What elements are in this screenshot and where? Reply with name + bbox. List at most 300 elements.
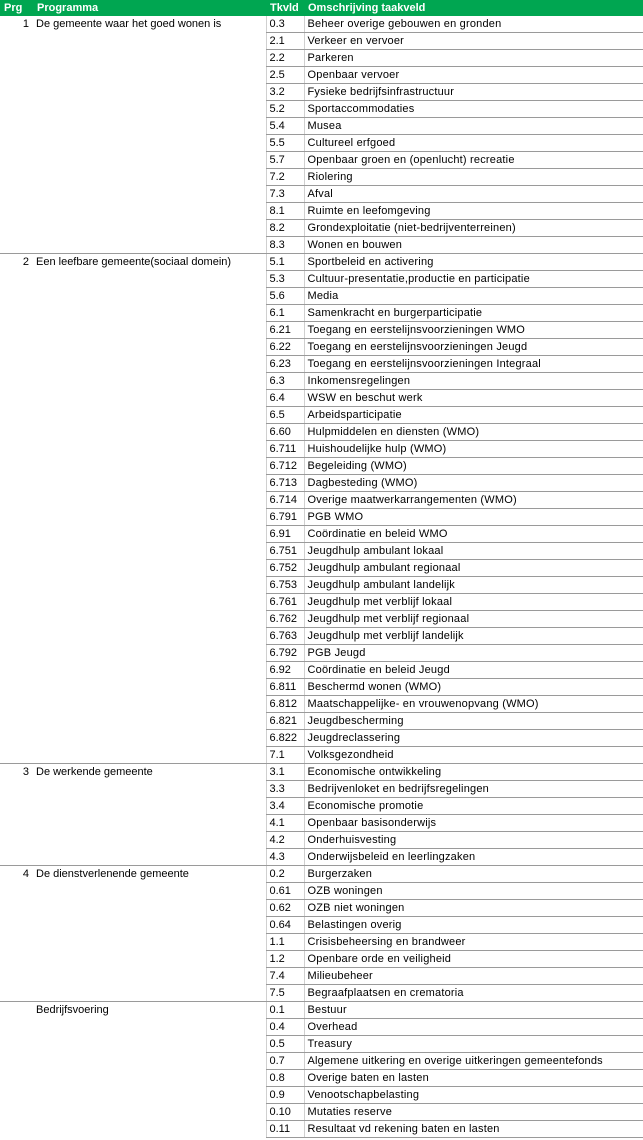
taakveld-code-cell[interactable]: 6.792	[266, 645, 304, 662]
program-number-cell[interactable]	[0, 509, 33, 526]
program-name-cell[interactable]	[33, 883, 266, 900]
program-number-cell[interactable]	[0, 50, 33, 67]
taakveld-description-cell[interactable]: Jeugdhulp met verblijf landelijk	[304, 628, 643, 645]
program-number-cell[interactable]	[0, 815, 33, 832]
table-row	[0, 118, 643, 135]
taakveld-code-cell[interactable]: 0.10	[266, 1104, 304, 1121]
program-name-cell[interactable]	[33, 492, 266, 509]
taakveld-code-cell[interactable]: 6.1	[266, 305, 304, 322]
program-name-cell[interactable]	[33, 101, 266, 118]
taakveld-description-cell[interactable]: Jeugdbescherming	[304, 713, 643, 730]
table-row	[0, 1019, 643, 1036]
table-row	[0, 1104, 643, 1121]
program-name-cell[interactable]	[33, 968, 266, 985]
program-name-cell[interactable]	[33, 186, 266, 203]
taakveld-code-cell[interactable]: 0.62	[266, 900, 304, 917]
program-name-cell[interactable]	[33, 543, 266, 560]
taakveld-description-cell[interactable]: Overige maatwerkarrangementen (WMO)	[304, 492, 643, 509]
program-name-cell[interactable]	[33, 798, 266, 815]
program-number-cell[interactable]	[0, 1002, 33, 1019]
program-name-cell[interactable]	[33, 424, 266, 441]
program-name-cell[interactable]	[33, 1121, 266, 1138]
taakveld-code-cell[interactable]: 2.5	[266, 67, 304, 84]
taakveld-code-cell[interactable]: 2.1	[266, 33, 304, 50]
taakveld-code-cell[interactable]: 0.1	[266, 1002, 304, 1019]
program-number-cell[interactable]	[0, 407, 33, 424]
program-name-cell[interactable]	[33, 934, 266, 951]
taakveld-description-cell[interactable]: Toegang en eerstelijnsvoorzieningen Integraal	[304, 356, 643, 373]
program-name-cell[interactable]	[33, 1019, 266, 1036]
taakveld-description-cell[interactable]: OZB woningen	[304, 883, 643, 900]
program-name-cell[interactable]	[33, 849, 266, 866]
program-number-cell[interactable]	[0, 203, 33, 220]
taakveld-description-cell[interactable]: Jeugdhulp met verblijf regionaal	[304, 611, 643, 628]
taakveld-code-cell[interactable]: 0.4	[266, 1019, 304, 1036]
program-number-cell[interactable]	[0, 747, 33, 764]
taakveld-description-cell[interactable]: Parkeren	[304, 50, 643, 67]
program-number-cell[interactable]	[0, 917, 33, 934]
taakveld-description-cell[interactable]: Bedrijvenloket en bedrijfsregelingen	[304, 781, 643, 798]
taakveld-code-cell[interactable]: 7.4	[266, 968, 304, 985]
table-row	[0, 203, 643, 220]
taakveld-code-cell[interactable]: 6.753	[266, 577, 304, 594]
taakveld-code-cell[interactable]: 5.1	[266, 254, 304, 271]
program-number-cell[interactable]	[0, 645, 33, 662]
taakveld-description-cell[interactable]: Sportaccommodaties	[304, 101, 643, 118]
program-number-cell[interactable]	[0, 560, 33, 577]
program-name-cell[interactable]	[33, 50, 266, 67]
program-name-cell[interactable]	[33, 84, 266, 101]
program-name-cell[interactable]	[33, 169, 266, 186]
taakveld-code-cell[interactable]: 2.2	[266, 50, 304, 67]
program-name-cell[interactable]	[33, 594, 266, 611]
program-name-cell[interactable]	[33, 662, 266, 679]
taakveld-description-cell[interactable]: Afval	[304, 186, 643, 203]
taakveld-code-cell[interactable]: 6.714	[266, 492, 304, 509]
program-number-cell[interactable]	[0, 713, 33, 730]
program-number-cell[interactable]	[0, 628, 33, 645]
taakveld-description-cell[interactable]: Samenkracht en burgerparticipatie	[304, 305, 643, 322]
taakveld-code-cell[interactable]: 6.762	[266, 611, 304, 628]
taakveld-description-cell[interactable]: Venootschapbelasting	[304, 1087, 643, 1104]
program-number-cell[interactable]	[0, 543, 33, 560]
taakveld-description-cell[interactable]: Fysieke bedrijfsinfrastructuur	[304, 84, 643, 101]
program-number-cell[interactable]	[0, 951, 33, 968]
taakveld-description-cell[interactable]: Wonen en bouwen	[304, 237, 643, 254]
table-row	[0, 237, 643, 254]
taakveld-description-cell[interactable]: PGB Jeugd	[304, 645, 643, 662]
taakveld-code-cell[interactable]: 6.91	[266, 526, 304, 543]
taakveld-code-cell[interactable]: 3.2	[266, 84, 304, 101]
program-name-cell[interactable]	[33, 832, 266, 849]
program-name-cell[interactable]	[33, 152, 266, 169]
header-taakveld[interactable]: Tkvld	[266, 0, 304, 16]
taakveld-description-cell[interactable]: Economische promotie	[304, 798, 643, 815]
taakveld-code-cell[interactable]: 8.1	[266, 203, 304, 220]
program-name-cell[interactable]	[33, 475, 266, 492]
taakveld-code-cell[interactable]: 0.5	[266, 1036, 304, 1053]
taakveld-description-cell[interactable]: Ruimte en leefomgeving	[304, 203, 643, 220]
table-row	[0, 764, 643, 781]
program-number-cell[interactable]	[0, 305, 33, 322]
table-row	[0, 67, 643, 84]
taakveld-code-cell[interactable]: 5.6	[266, 288, 304, 305]
program-name-cell[interactable]	[33, 611, 266, 628]
taakveld-description-cell[interactable]: Sportbeleid en activering	[304, 254, 643, 271]
taakveld-description-cell[interactable]: Media	[304, 288, 643, 305]
taakveld-description-cell[interactable]: Openbare orde en veiligheid	[304, 951, 643, 968]
program-name-cell[interactable]: Bedrijfsvoering	[33, 1002, 266, 1019]
table-row	[0, 169, 643, 186]
program-name-cell[interactable]	[33, 1036, 266, 1053]
table-row	[0, 713, 643, 730]
taakveld-code-cell[interactable]: 0.11	[266, 1121, 304, 1138]
taakveld-description-cell[interactable]: Overige baten en lasten	[304, 1070, 643, 1087]
program-name-cell[interactable]	[33, 407, 266, 424]
program-name-cell[interactable]: De werkende gemeente	[33, 764, 266, 781]
taakveld-code-cell[interactable]: 4.3	[266, 849, 304, 866]
program-number-cell[interactable]	[0, 1104, 33, 1121]
header-omschrijving[interactable]: Omschrijving taakveld	[304, 0, 643, 16]
taakveld-code-cell[interactable]: 6.763	[266, 628, 304, 645]
taakveld-description-cell[interactable]: Crisisbeheersing en brandweer	[304, 934, 643, 951]
program-number-cell[interactable]	[0, 1087, 33, 1104]
taakveld-code-cell[interactable]: 6.752	[266, 560, 304, 577]
taakveld-description-cell[interactable]: Cultureel erfgoed	[304, 135, 643, 152]
taakveld-code-cell[interactable]: 8.2	[266, 220, 304, 237]
table-row	[0, 883, 643, 900]
taakveld-description-cell[interactable]: Maatschappelijke- en vrouwenopvang (WMO)	[304, 696, 643, 713]
program-number-cell[interactable]	[0, 849, 33, 866]
program-name-cell[interactable]	[33, 577, 266, 594]
taakveld-code-cell[interactable]: 0.8	[266, 1070, 304, 1087]
table-row	[0, 662, 643, 679]
program-number-cell[interactable]	[0, 730, 33, 747]
program-number-cell[interactable]	[0, 186, 33, 203]
taakveld-code-cell[interactable]: 7.5	[266, 985, 304, 1002]
taakveld-description-cell[interactable]: OZB niet woningen	[304, 900, 643, 917]
program-number-cell[interactable]	[0, 458, 33, 475]
table-row	[0, 934, 643, 951]
program-name-cell[interactable]	[33, 271, 266, 288]
taakveld-code-cell[interactable]: 6.3	[266, 373, 304, 390]
program-number-cell[interactable]	[0, 390, 33, 407]
taakveld-code-cell[interactable]: 6.5	[266, 407, 304, 424]
table-row	[0, 305, 643, 322]
taakveld-description-cell[interactable]: Milieubeheer	[304, 968, 643, 985]
taakveld-description-cell[interactable]: Dagbesteding (WMO)	[304, 475, 643, 492]
taakveld-description-cell[interactable]: Volksgezondheid	[304, 747, 643, 764]
table-row	[0, 900, 643, 917]
taakveld-description-cell[interactable]: Cultuur-presentatie,productie en participatie	[304, 271, 643, 288]
program-number-cell[interactable]	[0, 220, 33, 237]
table-row	[0, 84, 643, 101]
taakveld-code-cell[interactable]: 7.3	[266, 186, 304, 203]
program-number-cell[interactable]	[0, 33, 33, 50]
taakveld-code-cell[interactable]: 5.2	[266, 101, 304, 118]
table-row	[0, 951, 643, 968]
taakveld-code-cell[interactable]: 7.2	[266, 169, 304, 186]
table-row	[0, 815, 643, 832]
table-row	[0, 152, 643, 169]
program-name-cell[interactable]	[33, 1070, 266, 1087]
taakveld-code-cell[interactable]: 6.22	[266, 339, 304, 356]
program-name-cell[interactable]	[33, 781, 266, 798]
taakveld-description-cell[interactable]: Riolering	[304, 169, 643, 186]
program-number-cell[interactable]	[0, 985, 33, 1002]
program-number-cell[interactable]: 1	[22, 18, 29, 31]
taakveld-description-cell[interactable]: Openbaar basisonderwijs	[304, 815, 643, 832]
program-name-cell[interactable]	[33, 135, 266, 152]
program-name-cell[interactable]	[33, 985, 266, 1002]
taakveld-description-cell[interactable]: Verkeer en vervoer	[304, 33, 643, 50]
table-row	[0, 798, 643, 815]
program-number-cell[interactable]	[0, 339, 33, 356]
program-number-cell[interactable]: 3	[0, 764, 33, 781]
program-name-cell[interactable]	[33, 203, 266, 220]
taakveld-code-cell[interactable]: 0.3	[266, 16, 304, 33]
program-number-cell[interactable]	[0, 237, 33, 254]
program-name-cell[interactable]	[33, 645, 266, 662]
program-name-cell[interactable]	[33, 560, 266, 577]
taakveld-description-cell[interactable]: Grondexploitatie (niet-bedrijventerreinen)	[304, 220, 643, 237]
program-name-cell[interactable]: De dienstverlenende gemeente	[33, 866, 266, 883]
taakveld-code-cell[interactable]: 6.751	[266, 543, 304, 560]
taakveld-code-cell[interactable]: 6.821	[266, 713, 304, 730]
table-row	[0, 594, 643, 611]
taakveld-code-cell[interactable]: 6.711	[266, 441, 304, 458]
taakveld-description-cell[interactable]: Jeugdhulp met verblijf lokaal	[304, 594, 643, 611]
taakveld-description-cell[interactable]: Jeugdhulp ambulant landelijk	[304, 577, 643, 594]
taakveld-description-cell[interactable]: Jeugdhulp ambulant lokaal	[304, 543, 643, 560]
taakveld-code-cell[interactable]: 6.21	[266, 322, 304, 339]
table-row	[0, 356, 643, 373]
taakveld-description-cell[interactable]: Burgerzaken	[304, 866, 643, 883]
program-number-cell[interactable]	[0, 696, 33, 713]
program-name-cell[interactable]	[33, 67, 266, 84]
taakveld-description-cell[interactable]: Coördinatie en beleid WMO	[304, 526, 643, 543]
program-name-cell[interactable]	[33, 951, 266, 968]
program-name-cell[interactable]	[33, 815, 266, 832]
taakveld-description-cell[interactable]: Onderwijsbeleid en leerlingzaken	[304, 849, 643, 866]
taakveld-description-cell[interactable]: Huishoudelijke hulp (WMO)	[304, 441, 643, 458]
program-number-cell[interactable]	[0, 1053, 33, 1070]
program-name-cell[interactable]	[33, 628, 266, 645]
program-number-cell[interactable]	[0, 883, 33, 900]
program-name-cell[interactable]	[33, 730, 266, 747]
program-name-cell[interactable]	[33, 305, 266, 322]
taakveld-description-cell[interactable]: Economische ontwikkeling	[304, 764, 643, 781]
program-number-cell[interactable]	[0, 577, 33, 594]
taakveld-code-cell[interactable]: 7.1	[266, 747, 304, 764]
taakveld-description-cell[interactable]: Hulpmiddelen en diensten (WMO)	[304, 424, 643, 441]
taakveld-code-cell[interactable]: 5.4	[266, 118, 304, 135]
taakveld-description-cell[interactable]: Resultaat vd rekening baten en lasten	[304, 1121, 643, 1138]
taakveld-code-cell[interactable]: 6.811	[266, 679, 304, 696]
program-name-cell[interactable]: Een leefbare gemeente(sociaal domein)	[33, 254, 266, 271]
program-name-cell[interactable]	[33, 1087, 266, 1104]
taakveld-description-cell[interactable]: Begraafplaatsen en crematoria	[304, 985, 643, 1002]
program-number-cell[interactable]	[0, 373, 33, 390]
taakveld-code-cell[interactable]: 1.1	[266, 934, 304, 951]
taakveld-code-cell[interactable]: 6.60	[266, 424, 304, 441]
taakveld-code-cell[interactable]: 8.3	[266, 237, 304, 254]
program-number-cell[interactable]	[0, 492, 33, 509]
program-number-cell[interactable]	[0, 798, 33, 815]
taakveld-description-cell[interactable]: Toegang en eerstelijnsvoorzieningen Jeugd	[304, 339, 643, 356]
program-name-cell[interactable]	[33, 509, 266, 526]
header-programma[interactable]: Programma	[33, 0, 266, 16]
taakveld-description-cell[interactable]: Openbaar vervoer	[304, 67, 643, 84]
program-number-cell[interactable]	[0, 424, 33, 441]
program-name-cell[interactable]	[33, 339, 266, 356]
taakveld-code-cell[interactable]: 6.712	[266, 458, 304, 475]
taakveld-code-cell[interactable]: 0.61	[266, 883, 304, 900]
taakveld-code-cell[interactable]: 6.713	[266, 475, 304, 492]
program-number-cell[interactable]	[0, 441, 33, 458]
program-name-cell[interactable]	[33, 458, 266, 475]
taakveld-description-cell[interactable]: PGB WMO	[304, 509, 643, 526]
program-name-cell[interactable]	[33, 526, 266, 543]
taakveld-description-cell[interactable]: Treasury	[304, 1036, 643, 1053]
table-row	[0, 611, 643, 628]
program-name-cell[interactable]: De gemeente waar het goed wonen is	[36, 18, 222, 31]
table-row	[0, 1121, 643, 1138]
taakveld-code-cell[interactable]: 3.4	[266, 798, 304, 815]
taakveld-code-cell[interactable]: 6.23	[266, 356, 304, 373]
program-name-cell[interactable]	[33, 747, 266, 764]
program-number-cell[interactable]	[0, 118, 33, 135]
table-row	[0, 424, 643, 441]
taakveld-code-cell[interactable]: 5.5	[266, 135, 304, 152]
program-number-cell[interactable]	[0, 84, 33, 101]
taakveld-description-cell[interactable]: Arbeidsparticipatie	[304, 407, 643, 424]
program-name-cell[interactable]	[33, 1053, 266, 1070]
program-number-cell[interactable]	[0, 152, 33, 169]
taakveld-code-cell[interactable]: 6.761	[266, 594, 304, 611]
program-number-cell[interactable]	[0, 1019, 33, 1036]
program-number-cell[interactable]	[0, 594, 33, 611]
program-number-cell[interactable]	[0, 169, 33, 186]
taakveld-description-cell[interactable]: Beheer overige gebouwen en gronden	[304, 16, 643, 33]
taakveld-code-cell[interactable]: 0.9	[266, 1087, 304, 1104]
table-row	[0, 628, 643, 645]
program-name-cell[interactable]	[33, 679, 266, 696]
taakveld-description-cell[interactable]: Openbaar groen en (openlucht) recreatie	[304, 152, 643, 169]
program-name-cell[interactable]	[33, 441, 266, 458]
taakveld-code-cell[interactable]: 4.1	[266, 815, 304, 832]
program-name-cell[interactable]	[33, 33, 266, 50]
program-number-cell[interactable]	[0, 1070, 33, 1087]
taakveld-code-cell[interactable]: 6.812	[266, 696, 304, 713]
table-row	[0, 254, 643, 271]
program-name-cell[interactable]	[33, 1104, 266, 1121]
taakveld-code-cell[interactable]: 0.64	[266, 917, 304, 934]
taakveld-description-cell[interactable]: Overhead	[304, 1019, 643, 1036]
taakveld-code-cell[interactable]: 3.3	[266, 781, 304, 798]
table-row	[0, 696, 643, 713]
program-number-cell[interactable]	[0, 526, 33, 543]
program-number-cell[interactable]	[0, 832, 33, 849]
header-prg[interactable]: Prg	[0, 0, 33, 16]
table-row	[0, 33, 643, 50]
table-row	[0, 458, 643, 475]
program-name-cell[interactable]	[33, 917, 266, 934]
program-number-cell[interactable]	[0, 322, 33, 339]
program-number-cell[interactable]	[0, 900, 33, 917]
taakveld-description-cell[interactable]: Inkomensregelingen	[304, 373, 643, 390]
taakveld-description-cell[interactable]: Begeleiding (WMO)	[304, 458, 643, 475]
program-name-cell[interactable]	[33, 118, 266, 135]
program-number-cell[interactable]	[0, 679, 33, 696]
table-row	[0, 390, 643, 407]
program-name-cell[interactable]	[33, 322, 266, 339]
taakveld-code-cell[interactable]: 3.1	[266, 764, 304, 781]
program-number-cell[interactable]	[0, 662, 33, 679]
program-number-cell[interactable]	[0, 1036, 33, 1053]
taakveld-code-cell[interactable]: 5.7	[266, 152, 304, 169]
program-number-cell[interactable]	[0, 968, 33, 985]
program-number-cell[interactable]	[0, 781, 33, 798]
program-number-cell[interactable]: 4	[0, 866, 33, 883]
program-number-cell[interactable]	[0, 67, 33, 84]
program-name-cell[interactable]	[33, 288, 266, 305]
taakveld-code-cell[interactable]: 6.92	[266, 662, 304, 679]
taakveld-code-cell[interactable]: 0.7	[266, 1053, 304, 1070]
taakveld-description-cell[interactable]: Belastingen overig	[304, 917, 643, 934]
program-name-cell[interactable]	[33, 696, 266, 713]
taakveld-description-cell[interactable]: Jeugdhulp ambulant regionaal	[304, 560, 643, 577]
taakveld-code-cell[interactable]: 5.3	[266, 271, 304, 288]
taakveld-description-cell[interactable]: Bestuur	[304, 1002, 643, 1019]
taakveld-description-cell[interactable]: Beschermd wonen (WMO)	[304, 679, 643, 696]
taakveld-code-cell[interactable]: 4.2	[266, 832, 304, 849]
taakveld-code-cell[interactable]: 6.822	[266, 730, 304, 747]
program-number-cell[interactable]	[0, 611, 33, 628]
taakveld-description-cell[interactable]: WSW en beschut werk	[304, 390, 643, 407]
program-number-cell[interactable]	[0, 271, 33, 288]
program-name-cell[interactable]	[33, 237, 266, 254]
program-name-cell[interactable]	[33, 900, 266, 917]
table-row	[0, 543, 643, 560]
taakveld-description-cell[interactable]: Algemene uitkering en overige uitkeringen gemeentefonds	[304, 1053, 643, 1070]
program-name-cell[interactable]	[33, 390, 266, 407]
taakveld-description-cell[interactable]: Mutaties reserve	[304, 1104, 643, 1121]
table-row	[0, 271, 643, 288]
program-name-cell[interactable]	[33, 713, 266, 730]
program-name-cell[interactable]	[33, 356, 266, 373]
program-number-cell[interactable]	[0, 356, 33, 373]
taakveld-code-cell[interactable]: 1.2	[266, 951, 304, 968]
program-number-cell[interactable]	[0, 288, 33, 305]
program-number-cell[interactable]: 2	[0, 254, 33, 271]
taakveld-code-cell[interactable]: 6.791	[266, 509, 304, 526]
taakveld-description-cell[interactable]: Coördinatie en beleid Jeugd	[304, 662, 643, 679]
taakveld-description-cell[interactable]: Musea	[304, 118, 643, 135]
program-name-cell[interactable]	[33, 373, 266, 390]
taakveld-code-cell[interactable]: 6.4	[266, 390, 304, 407]
program-number-cell[interactable]	[0, 934, 33, 951]
taakveld-description-cell[interactable]: Onderhuisvesting	[304, 832, 643, 849]
program-number-cell[interactable]	[0, 1121, 33, 1138]
program-number-cell[interactable]	[0, 135, 33, 152]
program-number-cell[interactable]	[0, 101, 33, 118]
taakveld-description-cell[interactable]: Jeugdreclassering	[304, 730, 643, 747]
program-name-cell[interactable]	[33, 220, 266, 237]
taakveld-description-cell[interactable]: Toegang en eerstelijnsvoorzieningen WMO	[304, 322, 643, 339]
program-number-cell[interactable]	[0, 475, 33, 492]
taakveld-code-cell[interactable]: 0.2	[266, 866, 304, 883]
